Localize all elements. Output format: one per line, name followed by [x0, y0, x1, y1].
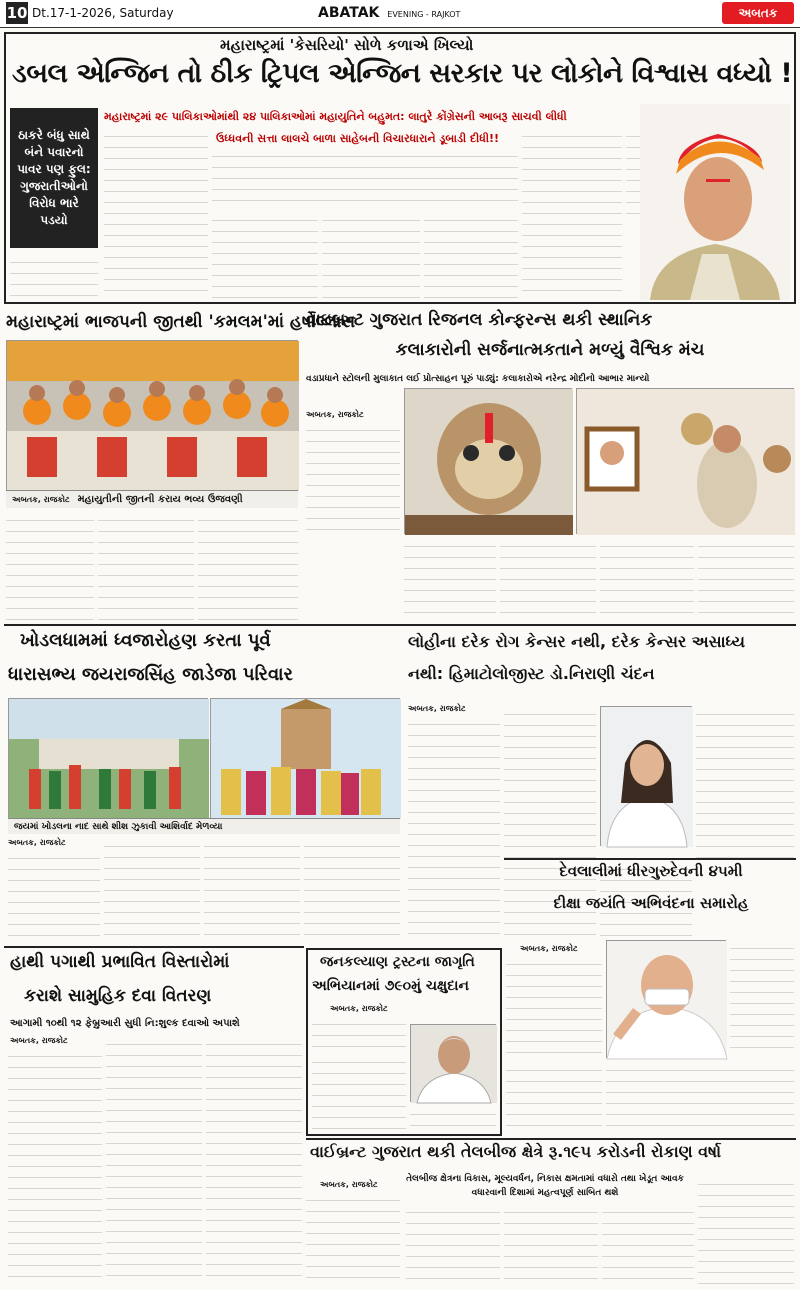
s6-column-2 — [730, 940, 794, 1058]
s7-headline-2: કરાશે સામુહિક દવા વિતરણ — [24, 986, 212, 1006]
s2-photo — [6, 340, 298, 490]
lead-body-block — [212, 148, 518, 208]
s7-dateline: અબતક, રાજકોટ — [10, 1036, 68, 1045]
lead-subhead: મહારાષ્ટ્રમાં ૨૯ પાલિકાઓમાંથી ૨૪ પાલિકાઓમાં મહાયુતિને બહુમત: લાતુરે કોંગ્રેસની આબરૂ સાચવી લીધી — [104, 110, 567, 123]
brand-logo: અબતક — [722, 2, 794, 24]
page-number: 10 — [6, 4, 28, 22]
s2-dateline: અબતક, રાજકોટ — [12, 494, 70, 504]
s9-dateline: અબતક, રાજકોટ — [320, 1180, 378, 1189]
s5-headline-1: લોહીના દરેક રોગ કેન્સર નથી, દરેક કેન્સર અસાધ્ય — [408, 632, 745, 651]
masthead — [318, 5, 460, 21]
s3-photo-stall — [576, 388, 794, 534]
s8-dateline: અબતક, રાજકોટ — [330, 1004, 388, 1013]
s3-column-5 — [698, 538, 794, 620]
s9-column-5 — [698, 1176, 794, 1284]
s3-photo-mask — [404, 388, 572, 534]
s6-photo — [606, 940, 726, 1058]
s2-headline: મહારાષ્ટ્રમાં ભાજપની જીતથી 'કમલમ'માં હર્ષોલ્લાસ — [6, 312, 356, 332]
s4-caption: જયમાં ખોડલના નાદ સાથે શીશ ઝુકાવી આશિર્વાદ મેળવ્યા — [8, 818, 400, 834]
s4-photo-2 — [210, 698, 400, 818]
s6-headline-1: દેવલાલીમાં ધીરગુરુદેવની ૪૫મી — [559, 862, 743, 880]
divider — [4, 946, 304, 948]
s4-headline-1: ખોડલધામમાં ધ્વજારોહણ કરતા પૂર્વ — [20, 630, 271, 651]
lead-column-2 — [212, 212, 318, 298]
lead-column-5 — [522, 128, 622, 298]
divider — [4, 624, 796, 626]
s7-column-2 — [106, 1036, 202, 1284]
s4-headline-2: ધારાસભ્ય જયરાજસિંહ જાડેજા પરિવાર — [8, 664, 293, 685]
s8-headline-2: અભિયાનમાં ૭૯૦મું ચક્ષુદાન — [312, 978, 469, 994]
s3-column-3 — [500, 538, 596, 620]
s2-column-3 — [198, 512, 298, 620]
s5-doctor-photo — [600, 706, 692, 846]
s6-column-1 — [506, 956, 602, 1058]
lead-column-4 — [424, 212, 518, 298]
s7-headline-1: હાથી પગાથી પ્રભાવિત વિસ્તારોમાં — [10, 952, 230, 972]
s3-headline-2: કલાકારોની સર્જનાત્મકતાને મળ્યું વૈશ્વિક મંચ — [395, 340, 705, 360]
s7-column-1 — [8, 1048, 102, 1284]
s5-headline-2: નથી: હિમાટોલોજીસ્ટ ડો.નિરાણી ચંદન — [408, 664, 655, 683]
lead-kicker: મહારાષ્ટ્રમાં 'કેસરિયો' સોળે કળાએ ખિલ્યો — [220, 36, 474, 54]
s4-column-3 — [204, 838, 300, 942]
lead-column-0 — [10, 254, 98, 298]
s3-dateline: અબતક, રાજકોટ — [306, 410, 364, 419]
divider — [306, 1138, 796, 1140]
s9-headline: વાઈબ્રન્ટ ગુજરાત થકી તેલબીજ ક્ષેત્રે રૂ.૧૯૫ કરોડની રોકાણ વર્ષા — [310, 1142, 721, 1161]
s9-sub: તેલબીજ ક્ષેત્રના વિકાસ, મૂલ્યવર્ધન, નિકાસ ક્ષમતામાં વધારો તથા ખેડૂત આવક વધારવાની દિશામાં મહત્વપૂર્ણ સાબિત થશે — [406, 1174, 684, 1198]
s4-column-4 — [304, 838, 400, 942]
s8-column-3 — [410, 1106, 496, 1132]
s9-column-2 — [406, 1204, 500, 1284]
s9-column-3 — [504, 1204, 598, 1284]
edition: EVENING - RAJKOT — [387, 10, 461, 19]
s4-column-1 — [8, 850, 100, 942]
s7-sub: આગામી ૧૦થી ૧૨ ફેબ્રુઆરી સુધી નિ:શુલ્ક દવાઓ અપાશે — [10, 1018, 240, 1029]
s2-column-1 — [6, 512, 94, 620]
s4-dateline: અબતક, રાજકોટ — [8, 838, 66, 847]
s8-column-2 — [312, 1054, 406, 1132]
lead-column-1 — [104, 128, 208, 298]
lead-side-tag: ઠાકરે બંધુ સાથે બંને પવારનો પાવર પણ ફુલ: ગુજરાતીઓનો વિરોધ ભારે પડયો — [10, 108, 98, 248]
leader-portrait — [640, 104, 790, 300]
divider — [504, 858, 796, 860]
paper-name: ABATAK — [318, 5, 380, 21]
s9-column-4 — [602, 1204, 694, 1284]
s4-photo-1 — [8, 698, 208, 818]
s5-dateline: અબતક, રાજકોટ — [408, 704, 466, 713]
lead-quote: ઉધ્ધવની સત્તા લાલચે બાળા સાહેબની વિચારધારાને ડૂબાડી દીધી!! — [216, 132, 500, 145]
s3-headline-1: વાઇબ્રન્ટ ગુજરાત રિજનલ કોન્ફરન્સ થકી સ્થાનિક — [306, 310, 653, 330]
s8-column-1 — [312, 1016, 406, 1050]
s5-column-1 — [408, 716, 500, 936]
s9-column-1 — [306, 1192, 400, 1284]
s7-column-3 — [206, 1036, 302, 1284]
s6-column-4 — [506, 1062, 602, 1130]
s8-donor-photo — [410, 1024, 496, 1102]
s6-column-3 — [606, 1062, 794, 1130]
page-header — [0, 0, 800, 28]
s4-column-2 — [104, 838, 200, 942]
s8-headline-1: જનકલ્યાણ ટ્રસ્ટના જાગૃતિ — [320, 954, 475, 970]
s5-column-4 — [696, 706, 794, 858]
s6-dateline: અબતક, રાજકોટ — [520, 944, 578, 953]
lead-headline: ડબલ એન્જિન તો ઠીક ટ્રિપલ એન્જિન સરકાર પર લોકોને વિશ્વાસ વધ્યો ! — [12, 58, 793, 89]
s3-column-4 — [600, 538, 694, 620]
s2-column-2 — [98, 512, 194, 620]
s3-column-1 — [306, 422, 400, 534]
s3-column-2 — [404, 538, 496, 620]
s3-sub: વડાપ્રધાને સ્ટોલની મુલાકાત લઈ પ્રોત્સાહન પૂરું પાડ્યું: કલાકારોએ નરેન્દ્ર મોદીનો આભાર માન્યો — [306, 374, 650, 384]
s6-headline-2: દીક્ષા જયંતિ અભિવંદના સમારોહ — [553, 894, 749, 912]
issue-date: Dt.17-1-2026, Saturday — [32, 6, 174, 20]
s2-caption: અબતક, રાજકોટ મહાયુતીની જીતની કરાય ભવ્ય ઉજવણી — [6, 490, 298, 508]
lead-column-3 — [322, 212, 420, 298]
